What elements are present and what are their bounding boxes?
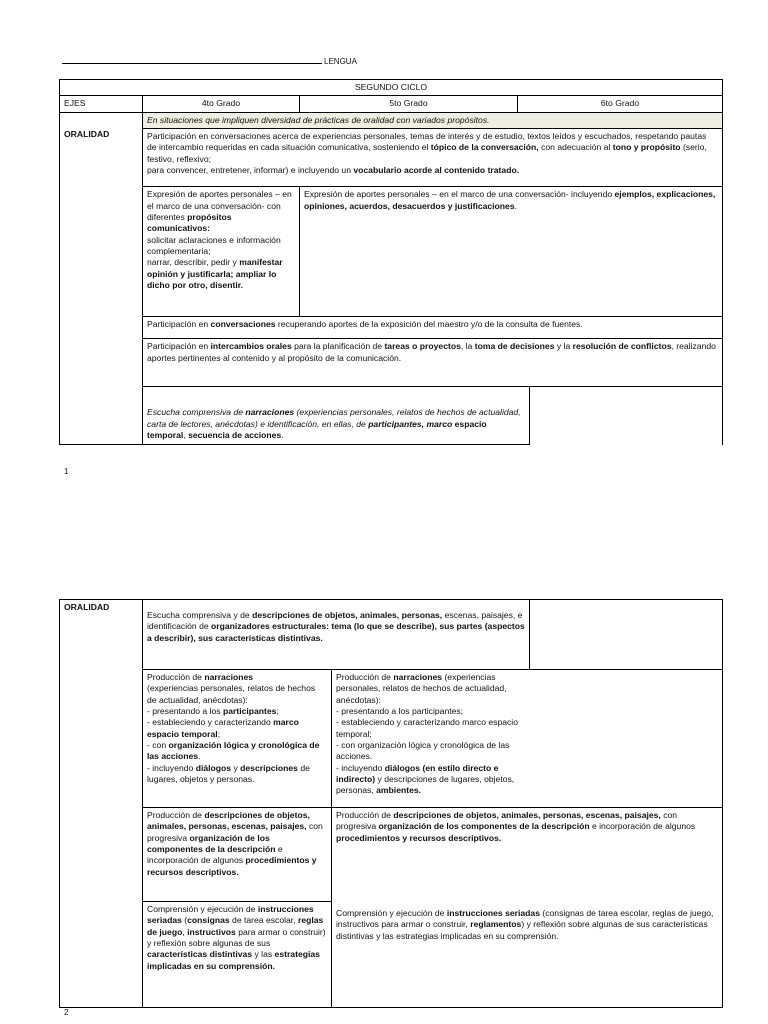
listening-descriptions-empty-cell [530, 600, 723, 670]
instructions-4to-cell: Comprensión y ejecución de instrucciones seriadas (consignas de tarea escolar, reglas de juego, instructivos para armar o construir) y reflexión sobre algunas de sus características distintivas y las estrategias implicadas en su comprensión. [143, 902, 332, 1008]
oral-exchanges-cell: Participación en intercambios orales para la planificación de tareas o proyectos, la toma de decisiones y la resolución de conflictos, realizando aportes pertinentes al contenido y al propósito de la comunicación. [143, 339, 723, 387]
descriptions-4to-cell: Producción de descripciones de objetos, animales, personas, escenas, paisajes, con progresiva organización de los componentes de la descripción e incorporación de algunos procedimientos y recursos descriptivos. [143, 808, 332, 902]
descriptions-instructions-5to-6to-cell: Producción de descripciones de objetos, animales, personas, escenas, paisajes, con progresiva organización de los componentes de la descripción e incorporación de algunos procedimientos y recursos descriptivos. Comprensión y ejecución de instrucciones seriadas (consignas de tarea escolar, reglas de juego, instructivos para armar o construir, reglamentos) y reflexión sobre algunas de sus características distintivas y las estrategias implicadas en su comprensión. [332, 808, 723, 1008]
listening-narrations-empty-cell [530, 387, 723, 445]
page-number-2: 2 [64, 1008, 69, 1017]
listening-descriptions-cell: Escucha comprensiva y de descripciones de objetos, animales, personas, escenas, paisajes, e identificación de organizadores estructurales: tema (lo que se describe), sus partes (aspectos a describir), sus características distintivas. [143, 600, 530, 670]
participation-conversations-cell: Participación en conversaciones acerca de experiencias personales, temas de interés y de estudio, textos leídos y escuchados, respetando pautas de intercambio requeridas en cada situación comunicativa, sosteniendo el tópico de la conversación, con adecuación al tono y propósito (serio, festivo, reflexivo; para convencer, entretener, informar) e incluyendo un vocabulario acorde al contenido tratado. [143, 129, 723, 187]
narrations-5to-6to-cell: Producción de narraciones (experiencias personales, relatos de hechos de actualidad, anécdotas): - presentando a los participantes; - estableciendo y caracterizando marco espacio temporal; - con organización lógica y cronológica de las acciones. - incluyendo diálogos (en estilo directo e indirecto) y descripciones de lugares, objetos, personas, ambientes. [332, 670, 723, 808]
page-number-1: 1 [64, 467, 69, 476]
name-blank-line [62, 56, 322, 64]
listening-narrations-cell: Escucha comprensiva de narraciones (experiencias personales, relatos de hechos de actualidad, carta de lectores, anécdotas) e identificación, en ellas, de participantes, marco espacio temporal, secuencia de acciones. [143, 387, 530, 445]
col-header-6to: 6to Grado [518, 96, 723, 112]
curriculum-table-page-2 [59, 599, 723, 1008]
col-header-4to: 4to Grado [143, 96, 300, 112]
axis-label-page-2: ORALIDAD [60, 600, 143, 1008]
cycle-header: SEGUNDO CICLO [60, 80, 723, 96]
intro-row: En situaciones que impliquen diversidad de prácticas de oralidad con variados propósitos. [143, 112, 723, 128]
conversations-exposition-cell: Participación en conversaciones recuperando aportes de la exposición del maestro y/o de la consulta de fuentes. [143, 317, 723, 339]
expression-4to-cell: Expresión de aportes personales – en el marco de una conversación- con diferentes propósitos comunicativos: solicitar aclaraciones e información complementaria; narrar, describir, pedir y manifestar opinión y justificarla; ampliar lo dicho por otro, disentir. [143, 187, 300, 317]
col-header-ejes: EJES [60, 96, 143, 112]
col-header-5to: 5to Grado [300, 96, 518, 112]
curriculum-table-page-1 [59, 79, 723, 445]
document-header [62, 56, 357, 68]
narrations-4to-cell: Producción de narraciones (experiencias personales, relatos de hechos de actualidad, anécdotas): - presentando a los participantes; - estableciendo y caracterizando marco espacio temporal; - con organización lógica y cronológica de las acciones. - incluyendo diálogos y descripciones de lugares, objetos y personas. [143, 670, 332, 808]
axis-label: ORALIDAD [60, 112, 143, 445]
subject-title: LENGUA [324, 57, 357, 66]
expression-5to-6to-cell: Expresión de aportes personales – en el marco de una conversación- incluyendo ejemplos, explicaciones, opiniones, acuerdos, desacuerdos y justificaciones. [300, 187, 723, 317]
